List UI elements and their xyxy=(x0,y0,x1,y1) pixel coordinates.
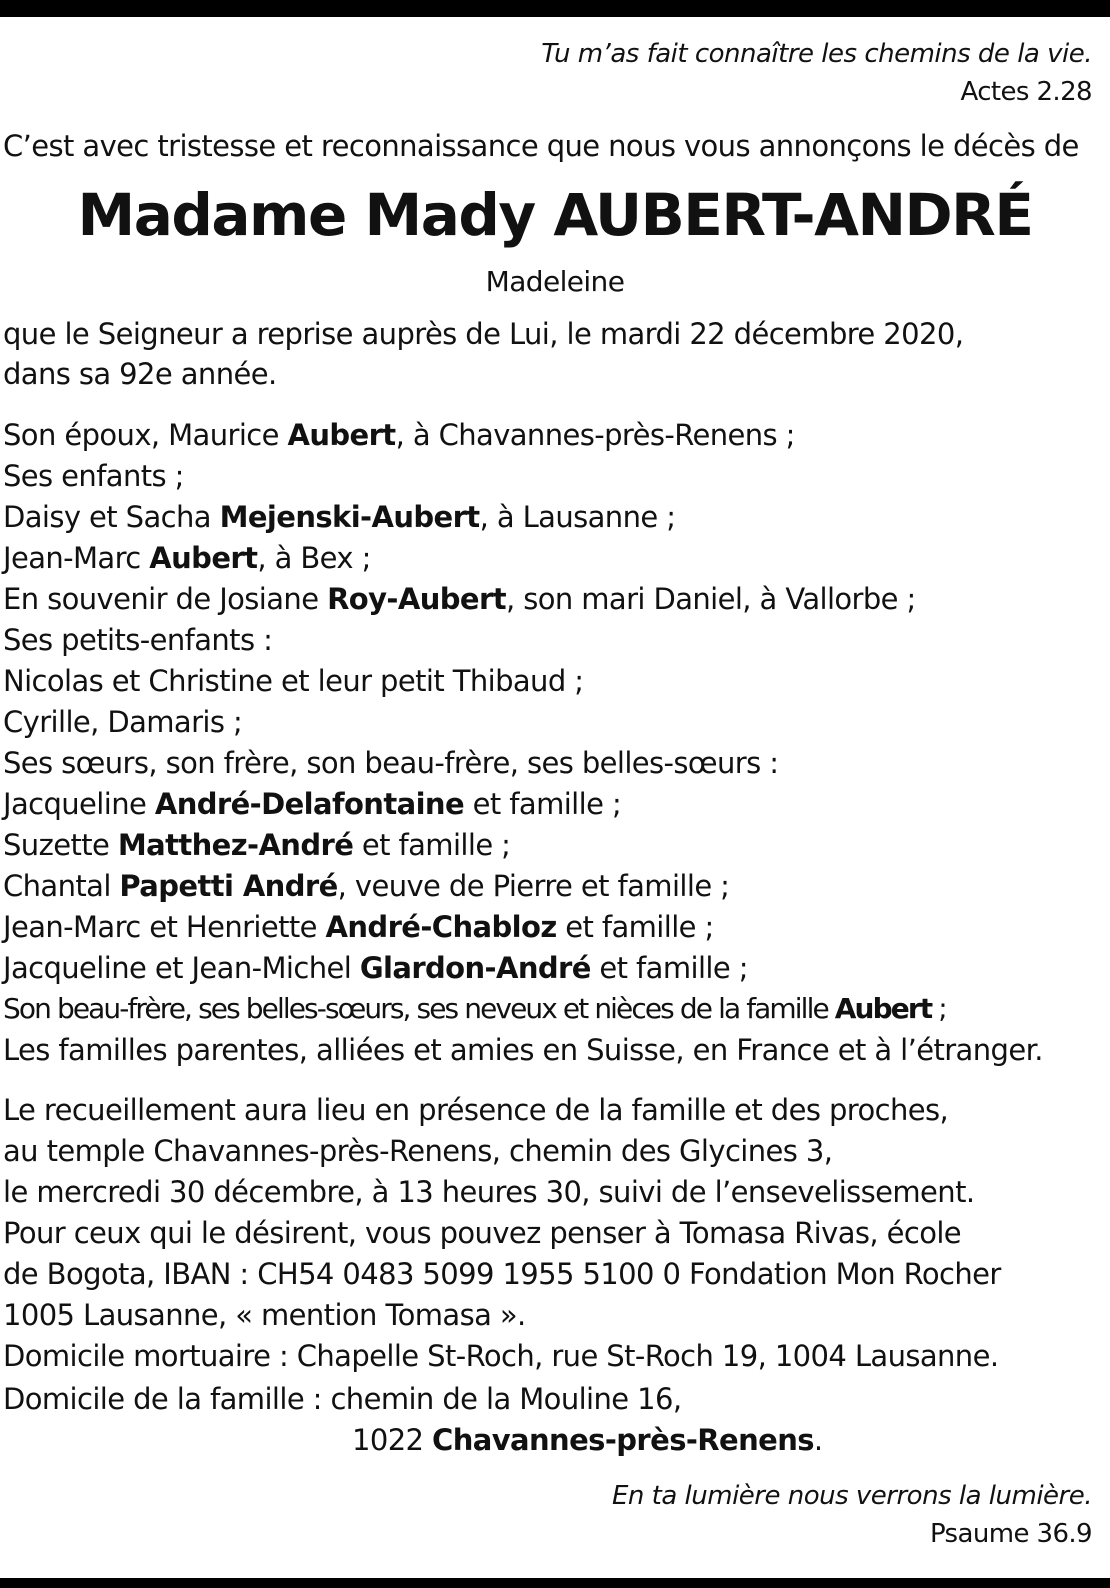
mortuary-address: Domicile mortuaire : Chapelle St-Roch, rue St-Roch 19, 1004 Lausanne. xyxy=(3,1339,999,1373)
family-line-suffix: et famille ; xyxy=(590,951,748,985)
ceremony-line-6: 1005 Lausanne, « mention Tomasa ». xyxy=(3,1298,526,1332)
family-line xyxy=(3,499,675,535)
family-surname: Aubert xyxy=(149,541,258,575)
family-line xyxy=(3,581,916,617)
family-surname: Glardon-André xyxy=(359,951,591,985)
family-line-text: Jean-Marc et Henriette xyxy=(3,910,326,944)
family-line xyxy=(3,991,946,1027)
family-line-text: Nicolas et Christine et leur petit Thibaud ; xyxy=(3,664,584,698)
ceremony-line-1: Le recueillement aura lieu en présence de la famille et des proches, xyxy=(3,1093,949,1127)
family-line-text: Ses petits-enfants : xyxy=(3,623,273,657)
death-statement-line-2: dans sa 92e année. xyxy=(3,357,277,391)
deceased-name: Madame Mady AUBERT-ANDRÉ xyxy=(77,181,1033,249)
closing-quote: En ta lumière nous verrons la lumière. xyxy=(611,1481,1092,1511)
family-line-text: Suzette xyxy=(3,828,118,862)
family-line-suffix: , à Lausanne ; xyxy=(479,500,676,534)
family-line-text: Ses enfants ; xyxy=(3,459,184,493)
family-surname: André-Delafontaine xyxy=(154,787,465,821)
family-line xyxy=(3,458,184,494)
family-line xyxy=(3,786,621,822)
closing-reference: Psaume 36.9 xyxy=(929,1519,1092,1549)
family-line xyxy=(3,827,510,863)
family-line-suffix: et famille ; xyxy=(464,787,622,821)
family-line-suffix: et famille ; xyxy=(353,828,511,862)
family-line-suffix: ; xyxy=(931,992,946,1025)
family-home-town: Chavannes-près-Renens xyxy=(432,1423,814,1457)
family-home-town-line xyxy=(352,1422,823,1458)
ceremony-line-2: au temple Chavannes-près-Renens, chemin des Glycines 3, xyxy=(3,1134,833,1168)
family-line-text: Les familles parentes, alliées et amies en Suisse, en France et à l’étranger. xyxy=(3,1033,1043,1067)
family-line xyxy=(3,909,714,945)
family-line-suffix: , son mari Daniel, à Vallorbe ; xyxy=(505,582,916,616)
family-line xyxy=(3,1032,1043,1068)
family-surname: Mejenski-Aubert xyxy=(219,500,480,534)
family-line-text: Daisy et Sacha xyxy=(3,500,220,534)
deceased-given-name: Madeleine xyxy=(485,265,625,298)
family-home-line: Domicile de la famille : chemin de la Mouline 16, xyxy=(3,1382,682,1416)
family-line-text: Jacqueline xyxy=(3,787,155,821)
family-line xyxy=(3,950,748,986)
family-surname: Roy-Aubert xyxy=(327,582,506,616)
family-line xyxy=(3,663,583,699)
family-line-suffix: , à Bex ; xyxy=(257,541,371,575)
family-line xyxy=(3,540,371,576)
intro-text: C’est avec tristesse et reconnaissance que nous vous annonçons le décès de xyxy=(3,129,1079,163)
death-statement-line-1: que le Seigneur a reprise auprès de Lui, le mardi 22 décembre 2020, xyxy=(3,317,964,351)
family-line-text: Chantal xyxy=(3,869,120,903)
family-line xyxy=(3,745,778,781)
family-line-text: Jean-Marc xyxy=(3,541,150,575)
family-surname: André-Chabloz xyxy=(325,910,557,944)
family-line-text: Son époux, Maurice xyxy=(3,418,288,452)
family-line-text: En souvenir de Josiane xyxy=(3,582,328,616)
family-surname: Papetti André xyxy=(119,869,338,903)
family-home-postcode: 1022 xyxy=(352,1423,433,1457)
family-surname: Aubert xyxy=(834,992,932,1025)
ceremony-line-5: de Bogota, IBAN : CH54 0483 5099 1955 5100 0 Fondation Mon Rocher xyxy=(3,1257,1001,1291)
family-line-suffix: , veuve de Pierre et famille ; xyxy=(337,869,730,903)
family-line xyxy=(3,417,795,453)
family-line-suffix: et famille ; xyxy=(556,910,714,944)
family-line-text: Ses sœurs, son frère, son beau-frère, ses belles-sœurs : xyxy=(3,746,779,780)
ceremony-line-3: le mercredi 30 décembre, à 13 heures 30, suivi de l’ensevelissement. xyxy=(3,1175,975,1209)
family-home-end: . xyxy=(813,1423,823,1457)
family-line-suffix: , à Chavannes-près-Renens ; xyxy=(395,418,795,452)
family-surname: Aubert xyxy=(287,418,396,452)
family-line xyxy=(3,868,729,904)
family-line-text: Cyrille, Damaris ; xyxy=(3,705,243,739)
top-border xyxy=(0,0,1110,17)
bottom-border xyxy=(0,1578,1110,1588)
ceremony-line-4: Pour ceux qui le désirent, vous pouvez penser à Tomasa Rivas, école xyxy=(3,1216,962,1250)
family-surname: Matthez-André xyxy=(117,828,354,862)
family-line xyxy=(3,622,272,658)
family-line-text: Jacqueline et Jean-Michel xyxy=(3,951,360,985)
family-line-text: Son beau-frère, ses belles-sœurs, ses neveux et nièces de la famille xyxy=(3,992,835,1025)
epigraph-reference: Actes 2.28 xyxy=(960,77,1092,107)
epigraph-quote: Tu m’as fait connaître les chemins de la vie. xyxy=(541,39,1092,69)
family-line xyxy=(3,704,242,740)
